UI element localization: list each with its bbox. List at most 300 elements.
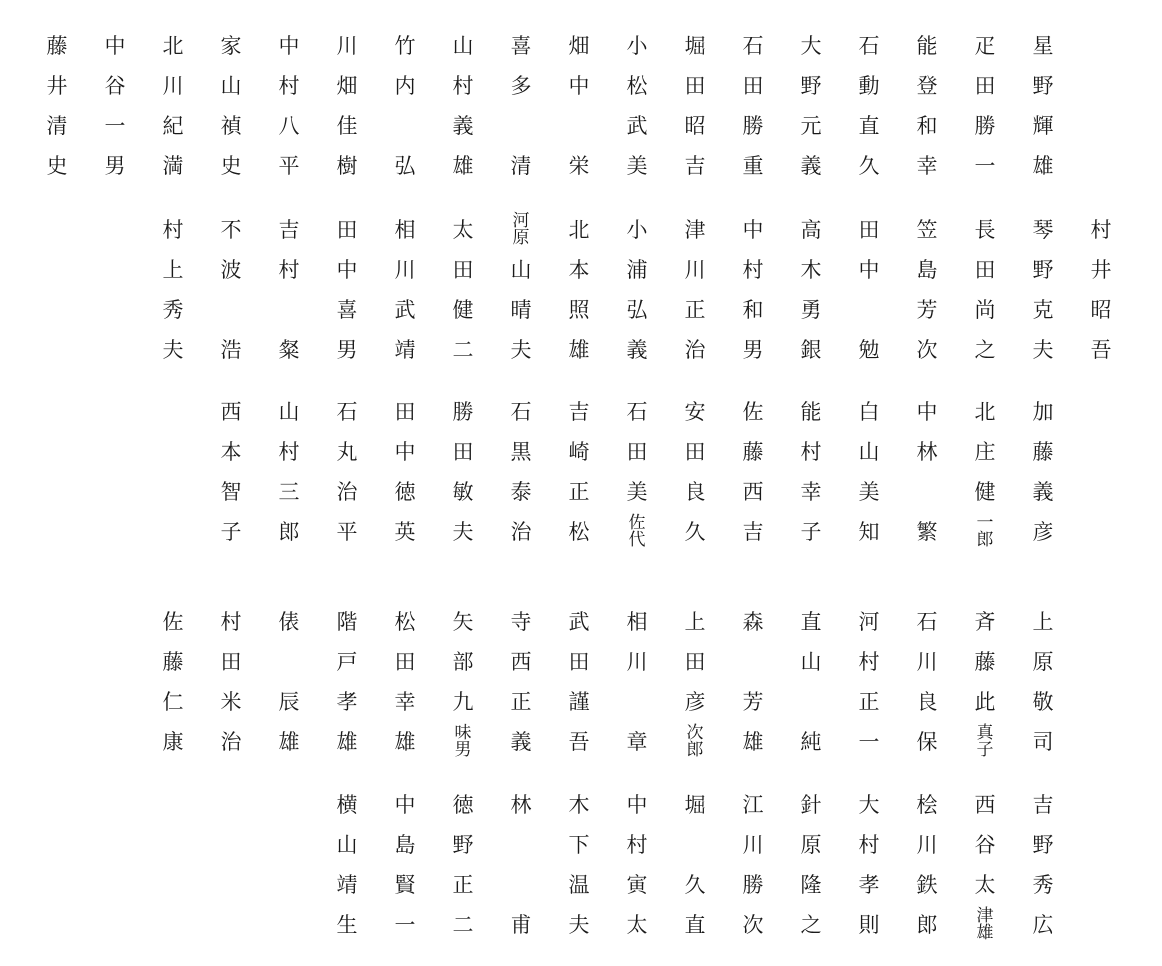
name-char: 泰	[510, 479, 532, 504]
name-char: 平	[336, 519, 358, 544]
name-column	[327, 210, 367, 370]
name-char: 平	[278, 153, 300, 178]
name-char: 正	[568, 479, 590, 504]
name-char: 靖	[336, 872, 358, 897]
name-char: 夫	[568, 912, 590, 937]
name-char: 村	[278, 257, 300, 282]
name-char: 中	[394, 439, 416, 464]
name-char: 勝	[452, 399, 474, 424]
name-char: 太	[626, 912, 648, 937]
name-char: 野	[1032, 257, 1054, 282]
name-char: 徳	[394, 479, 416, 504]
name-char: 吉	[278, 217, 300, 242]
name-column	[617, 602, 657, 762]
name-char: 喜	[336, 297, 358, 322]
name-column	[791, 392, 831, 552]
name-char: 畑	[336, 73, 358, 98]
name-char: 幸	[800, 479, 822, 504]
name-char-stack	[513, 210, 530, 250]
name-char: 次	[742, 912, 764, 937]
name-column	[907, 785, 947, 945]
name-char: 矢	[452, 609, 474, 634]
name-char: 田	[626, 439, 648, 464]
name-column	[327, 602, 367, 762]
name-char: 田	[684, 439, 706, 464]
name-char	[559, 106, 599, 146]
name-char: 治	[684, 337, 706, 362]
name-char: 弘	[394, 153, 416, 178]
name-char	[907, 472, 947, 512]
name-char: 勝	[742, 872, 764, 897]
name-column	[733, 392, 773, 552]
name-char: 能	[916, 33, 938, 58]
name-char: 美	[626, 479, 648, 504]
name-char: 北	[568, 217, 590, 242]
name-column	[269, 26, 309, 186]
name-char: 雄	[394, 729, 416, 754]
name-char: 崎	[568, 439, 590, 464]
name-char: 良	[916, 689, 938, 714]
name-char: 村	[220, 609, 242, 634]
name-char-small: 一	[976, 513, 994, 533]
name-char: 村	[800, 439, 822, 464]
name-column	[559, 785, 599, 945]
name-char: 川	[394, 257, 416, 282]
name-char: 上	[684, 609, 706, 634]
name-char: 山	[510, 257, 532, 282]
name-char: 中	[626, 792, 648, 817]
name-char-stack	[687, 722, 704, 762]
name-char: 田	[974, 257, 996, 282]
name-char: 晴	[510, 297, 532, 322]
name-char: 家	[220, 33, 242, 58]
name-column	[385, 785, 425, 945]
name-char: 西	[974, 792, 996, 817]
name-char: 山	[800, 649, 822, 674]
name-char: 丸	[336, 439, 358, 464]
name-char: 波	[220, 257, 242, 282]
name-char: 上	[1032, 609, 1054, 634]
name-column	[791, 26, 831, 186]
name-char: 夫	[452, 519, 474, 544]
name-char: 石	[916, 609, 938, 634]
name-char: 章	[626, 729, 648, 754]
name-char: 藤	[742, 439, 764, 464]
name-char: 田	[568, 649, 590, 674]
name-char: 山	[336, 832, 358, 857]
name-char: 山	[220, 73, 242, 98]
name-char: 治	[510, 519, 532, 544]
name-char: 川	[916, 649, 938, 674]
name-char: 秀	[162, 297, 184, 322]
name-column	[443, 210, 483, 370]
name-char	[211, 290, 251, 330]
name-char: 石	[510, 399, 532, 424]
name-char: 浩	[220, 337, 242, 362]
name-char: 松	[394, 609, 416, 634]
name-char: 村	[742, 257, 764, 282]
name-char: 雄	[742, 729, 764, 754]
name-char: 中	[568, 73, 590, 98]
name-char: 男	[104, 153, 126, 178]
name-char: 部	[452, 649, 474, 674]
name-char: 不	[220, 217, 242, 242]
name-char-small: 子	[976, 740, 994, 760]
name-char: 西	[510, 649, 532, 674]
name-char: 野	[452, 832, 474, 857]
name-char: 禎	[220, 113, 242, 138]
name-char: 仁	[162, 689, 184, 714]
name-char: 直	[684, 912, 706, 937]
name-char: 島	[916, 257, 938, 282]
name-char: 満	[162, 153, 184, 178]
name-char: 田	[742, 73, 764, 98]
name-char: 久	[684, 872, 706, 897]
name-char: 井	[46, 73, 68, 98]
name-column	[617, 785, 657, 945]
name-char: 夫	[1032, 337, 1054, 362]
name-char: 中	[916, 399, 938, 424]
name-char: 芳	[742, 689, 764, 714]
name-char	[791, 682, 831, 722]
name-char-stack	[977, 722, 994, 762]
name-char-small: 真	[976, 723, 994, 743]
name-char: 一	[858, 729, 880, 754]
name-column	[907, 602, 947, 762]
name-char: 林	[916, 439, 938, 464]
name-char: 中	[742, 217, 764, 242]
name-char-small: 佐	[628, 513, 646, 533]
name-char: 正	[452, 872, 474, 897]
name-char: 義	[800, 153, 822, 178]
name-char: 西	[742, 479, 764, 504]
name-column	[849, 602, 889, 762]
name-char: 則	[858, 912, 880, 937]
name-char: 田	[394, 399, 416, 424]
name-char: 中	[858, 257, 880, 282]
name-column	[733, 785, 773, 945]
name-column	[211, 602, 251, 762]
name-char: 謹	[568, 689, 590, 714]
name-char: 正	[858, 689, 880, 714]
name-char: 安	[684, 399, 706, 424]
name-char: 勉	[858, 337, 880, 362]
name-char: 粲	[278, 337, 300, 362]
name-char: 子	[800, 519, 822, 544]
name-char: 村	[278, 439, 300, 464]
name-char: 西	[220, 399, 242, 424]
name-char	[269, 290, 309, 330]
name-char: 野	[1032, 73, 1054, 98]
name-char: 中	[336, 257, 358, 282]
name-char: 吾	[1090, 337, 1112, 362]
name-char: 畑	[568, 33, 590, 58]
name-char: 清	[510, 153, 532, 178]
name-char: 石	[336, 399, 358, 424]
name-column	[675, 602, 715, 762]
name-char: 石	[742, 33, 764, 58]
name-char: 和	[916, 113, 938, 138]
name-char: 靖	[394, 337, 416, 362]
name-char: 堀	[684, 792, 706, 817]
name-char: 大	[800, 33, 822, 58]
name-char: 之	[974, 337, 996, 362]
name-char: 堀	[684, 33, 706, 58]
name-char: 美	[626, 153, 648, 178]
name-char: 治	[336, 479, 358, 504]
name-char: 辰	[278, 689, 300, 714]
name-char: 藤	[46, 33, 68, 58]
name-char: 栄	[568, 153, 590, 178]
name-char: 高	[800, 217, 822, 242]
name-char: 良	[684, 479, 706, 504]
name-char	[675, 825, 715, 865]
name-char: 田	[336, 217, 358, 242]
name-char: 夫	[510, 337, 532, 362]
name-char: 相	[394, 217, 416, 242]
name-char: 村	[162, 217, 184, 242]
name-column	[849, 210, 889, 370]
name-char: 知	[858, 519, 880, 544]
name-char: 浦	[626, 257, 648, 282]
name-char: 田	[974, 73, 996, 98]
name-column	[95, 26, 135, 186]
name-char: 元	[800, 113, 822, 138]
name-char: 司	[1032, 729, 1054, 754]
name-char: 直	[858, 113, 880, 138]
name-char: 一	[104, 113, 126, 138]
name-char: 久	[684, 519, 706, 544]
name-column	[327, 785, 367, 945]
name-char-stack	[629, 512, 646, 552]
name-column	[675, 392, 715, 552]
name-char: 郎	[916, 912, 938, 937]
name-char: 村	[626, 832, 648, 857]
name-char: 階	[336, 609, 358, 634]
name-column	[1023, 785, 1063, 945]
name-char: 谷	[974, 832, 996, 857]
name-column	[907, 26, 947, 186]
name-column	[501, 602, 541, 762]
name-column	[385, 602, 425, 762]
name-column	[1023, 210, 1063, 370]
name-char: 尚	[974, 297, 996, 322]
name-column	[791, 785, 831, 945]
name-char: 本	[568, 257, 590, 282]
name-char: 田	[684, 649, 706, 674]
name-char: 次	[916, 337, 938, 362]
name-char: 雄	[452, 153, 474, 178]
name-column	[443, 392, 483, 552]
name-char: 北	[162, 33, 184, 58]
name-column	[559, 392, 599, 552]
name-char: 三	[278, 479, 300, 504]
name-char: 登	[916, 73, 938, 98]
name-char: 山	[278, 399, 300, 424]
name-char: 村	[858, 649, 880, 674]
name-column	[733, 26, 773, 186]
name-char: 治	[220, 729, 242, 754]
name-char: 内	[394, 73, 416, 98]
name-column	[211, 210, 251, 370]
name-column	[849, 785, 889, 945]
name-column	[443, 785, 483, 945]
name-column	[269, 602, 309, 762]
name-char: 勇	[800, 297, 822, 322]
name-char: 田	[684, 73, 706, 98]
name-column	[385, 392, 425, 552]
name-char-stack	[977, 905, 994, 945]
name-column	[385, 26, 425, 186]
name-char	[501, 865, 541, 905]
name-column	[559, 26, 599, 186]
name-column	[675, 210, 715, 370]
name-char: 黒	[510, 439, 532, 464]
name-char: 原	[800, 832, 822, 857]
name-char: 吾	[568, 729, 590, 754]
name-char: 紀	[162, 113, 184, 138]
name-char-stack	[977, 512, 994, 552]
name-char: 動	[858, 73, 880, 98]
name-char: 健	[452, 297, 474, 322]
name-char: 相	[626, 609, 648, 634]
name-char: 佳	[336, 113, 358, 138]
name-char: 賢	[394, 872, 416, 897]
name-column	[965, 602, 1005, 762]
name-char: 横	[336, 792, 358, 817]
name-char: 田	[452, 257, 474, 282]
name-char: 二	[452, 912, 474, 937]
name-column	[849, 26, 889, 186]
name-char: 幸	[394, 689, 416, 714]
name-char: 川	[626, 649, 648, 674]
name-char: 弘	[626, 297, 648, 322]
name-char: 清	[46, 113, 68, 138]
name-char: 江	[742, 792, 764, 817]
name-char: 史	[220, 153, 242, 178]
name-column	[849, 392, 889, 552]
name-char: 之	[800, 912, 822, 937]
name-char: 男	[336, 337, 358, 362]
name-char: 山	[858, 439, 880, 464]
name-char: 喜	[510, 33, 532, 58]
name-char: 野	[1032, 832, 1054, 857]
name-char: 桧	[916, 792, 938, 817]
name-column	[965, 785, 1005, 945]
name-char: 直	[800, 609, 822, 634]
name-char	[269, 642, 309, 682]
name-char: 義	[510, 729, 532, 754]
name-char: 河	[858, 609, 880, 634]
name-char: 戸	[336, 649, 358, 674]
name-column	[443, 602, 483, 762]
name-column	[1081, 210, 1121, 370]
name-char: 中	[278, 33, 300, 58]
name-char: 藤	[162, 649, 184, 674]
name-char: 川	[336, 33, 358, 58]
name-char	[501, 825, 541, 865]
name-char: 孝	[858, 872, 880, 897]
name-column	[733, 210, 773, 370]
name-char	[501, 106, 541, 146]
name-char: 敬	[1032, 689, 1054, 714]
name-char: 石	[858, 33, 880, 58]
name-char: 谷	[104, 73, 126, 98]
name-char: 大	[858, 792, 880, 817]
name-char: 藤	[1032, 439, 1054, 464]
name-char: 勝	[742, 113, 764, 138]
name-char-small: 雄	[976, 923, 994, 943]
name-char: 郎	[278, 519, 300, 544]
name-char: 吉	[568, 399, 590, 424]
name-column	[501, 392, 541, 552]
name-column	[211, 26, 251, 186]
name-char: 彦	[684, 689, 706, 714]
name-column	[675, 26, 715, 186]
name-column	[327, 392, 367, 552]
name-column	[675, 785, 715, 945]
name-char: 重	[742, 153, 764, 178]
name-char: 克	[1032, 297, 1054, 322]
name-char: 笠	[916, 217, 938, 242]
name-char: 樹	[336, 153, 358, 178]
name-char: 田	[452, 439, 474, 464]
name-char: 琴	[1032, 217, 1054, 242]
name-char: 康	[162, 729, 184, 754]
name-char: 敏	[452, 479, 474, 504]
name-char: 温	[568, 872, 590, 897]
name-char: 雄	[568, 337, 590, 362]
name-char: 子	[220, 519, 242, 544]
name-char: 木	[568, 792, 590, 817]
name-char: 斉	[974, 609, 996, 634]
name-char: 昭	[1090, 297, 1112, 322]
name-column	[211, 392, 251, 552]
name-char: 雄	[336, 729, 358, 754]
name-char: 下	[568, 832, 590, 857]
name-column	[617, 210, 657, 370]
name-char: 太	[452, 217, 474, 242]
name-char: 井	[1090, 257, 1112, 282]
name-column	[501, 26, 541, 186]
name-column	[501, 785, 541, 945]
name-char: 秀	[1032, 872, 1054, 897]
name-char: 此	[974, 689, 996, 714]
name-char: 吉	[684, 153, 706, 178]
name-column	[153, 602, 193, 762]
name-char: 松	[568, 519, 590, 544]
name-char: 幸	[916, 153, 938, 178]
name-char: 八	[278, 113, 300, 138]
name-char: 一	[974, 153, 996, 178]
name-column	[327, 26, 367, 186]
name-char: 疋	[974, 33, 996, 58]
name-char: 庄	[974, 439, 996, 464]
name-char: 川	[162, 73, 184, 98]
name-char: 英	[394, 519, 416, 544]
name-char: 多	[510, 73, 532, 98]
name-char: 島	[394, 832, 416, 857]
name-char: 健	[974, 479, 996, 504]
name-column	[1023, 392, 1063, 552]
name-char: 徳	[452, 792, 474, 817]
name-column	[559, 602, 599, 762]
name-char: 純	[800, 729, 822, 754]
name-char: 松	[626, 73, 648, 98]
name-char: 義	[1032, 479, 1054, 504]
name-column	[153, 210, 193, 370]
name-char-small: 代	[628, 530, 646, 550]
